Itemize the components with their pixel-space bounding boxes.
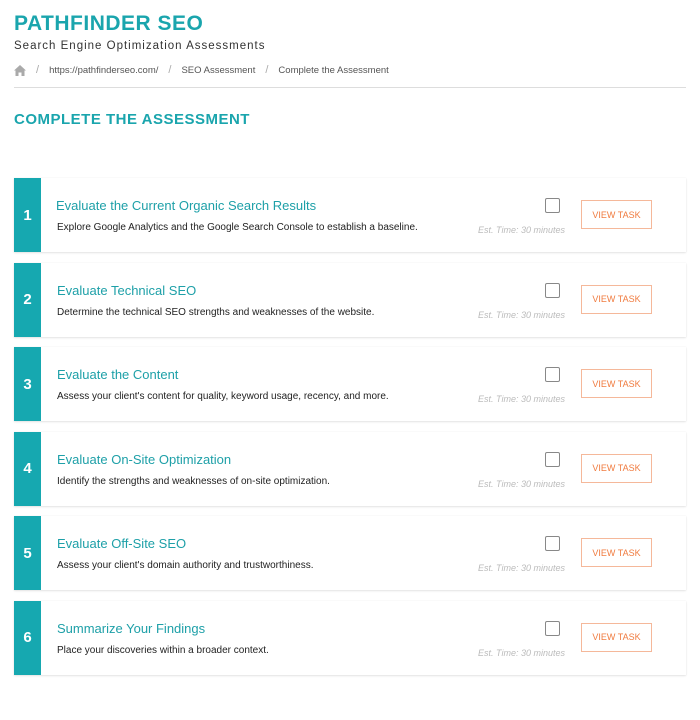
task-number: 6 bbox=[14, 601, 41, 675]
task-complete-checkbox[interactable] bbox=[545, 283, 560, 298]
breadcrumb-item-current: Complete the Assessment bbox=[278, 64, 389, 76]
view-task-button[interactable]: VIEW TASK bbox=[581, 369, 652, 398]
task-complete-checkbox[interactable] bbox=[545, 452, 560, 467]
task-estimated-time: Est. Time: 30 minutes bbox=[478, 563, 565, 574]
task-estimated-time: Est. Time: 30 minutes bbox=[478, 225, 565, 235]
task-title[interactable]: Evaluate the Current Organic Search Results bbox=[56, 198, 317, 213]
task-estimated-time: Est. Time: 30 minutes bbox=[478, 309, 565, 320]
view-task-button[interactable]: VIEW TASK bbox=[581, 200, 652, 229]
task-card bbox=[14, 178, 686, 252]
task-number: 1 bbox=[14, 178, 41, 252]
breadcrumb-separator: / bbox=[265, 64, 269, 76]
task-number: 5 bbox=[14, 516, 41, 590]
task-list bbox=[14, 178, 686, 686]
breadcrumb-item-seo-assessment[interactable]: SEO Assessment bbox=[181, 64, 256, 76]
task-title[interactable]: Evaluate Off-Site SEO bbox=[57, 536, 187, 552]
task-card bbox=[14, 516, 686, 590]
task-complete-checkbox[interactable] bbox=[545, 198, 560, 213]
task-title[interactable]: Summarize Your Findings bbox=[57, 620, 206, 636]
task-estimated-time: Est. Time: 30 minutes bbox=[478, 478, 565, 489]
page-title: COMPLETE THE ASSESSMENT bbox=[14, 111, 250, 128]
task-complete-checkbox[interactable] bbox=[545, 536, 560, 551]
view-task-button[interactable]: VIEW TASK bbox=[581, 538, 652, 567]
task-number: 4 bbox=[14, 432, 41, 506]
task-estimated-time: Est. Time: 30 minutes bbox=[478, 647, 565, 658]
task-card bbox=[14, 347, 686, 421]
breadcrumb-item-home-url[interactable]: https://pathfinderseo.com/ bbox=[49, 64, 159, 76]
breadcrumb-separator: / bbox=[36, 64, 40, 76]
task-card bbox=[14, 601, 686, 675]
task-description: Assess your client's domain authority and trustworthiness. bbox=[57, 560, 314, 572]
task-complete-checkbox[interactable] bbox=[545, 367, 560, 382]
task-description: Determine the technical SEO strengths and weaknesses of the website. bbox=[57, 306, 375, 318]
task-title[interactable]: Evaluate the Content bbox=[57, 367, 179, 383]
view-task-button[interactable]: VIEW TASK bbox=[581, 623, 652, 652]
task-description: Place your discoveries within a broader context. bbox=[57, 644, 269, 656]
task-title[interactable]: Evaluate On-Site Optimization bbox=[57, 451, 232, 467]
task-card bbox=[14, 432, 686, 506]
task-complete-checkbox[interactable] bbox=[545, 621, 560, 636]
task-number: 3 bbox=[14, 347, 41, 421]
view-task-button[interactable]: VIEW TASK bbox=[581, 285, 652, 314]
task-number: 2 bbox=[14, 263, 41, 337]
view-task-button[interactable]: VIEW TASK bbox=[581, 454, 652, 483]
task-description: Identify the strengths and weaknesses of on-site optimization. bbox=[57, 475, 330, 487]
home-icon[interactable] bbox=[14, 65, 26, 76]
site-subtitle: Search Engine Optimization Assessments bbox=[14, 40, 266, 52]
task-description: Explore Google Analytics and the Google Search Console to establish a baseline. bbox=[57, 222, 418, 233]
task-title[interactable]: Evaluate Technical SEO bbox=[57, 282, 197, 298]
site-title: PATHFINDER SEO bbox=[14, 12, 204, 35]
task-description: Assess your client's content for quality, keyword usage, recency, and more. bbox=[57, 391, 389, 403]
header-divider bbox=[14, 87, 686, 88]
task-card bbox=[14, 263, 686, 337]
task-estimated-time: Est. Time: 30 minutes bbox=[478, 394, 565, 405]
breadcrumb-separator: / bbox=[168, 64, 172, 76]
breadcrumb bbox=[14, 64, 389, 76]
